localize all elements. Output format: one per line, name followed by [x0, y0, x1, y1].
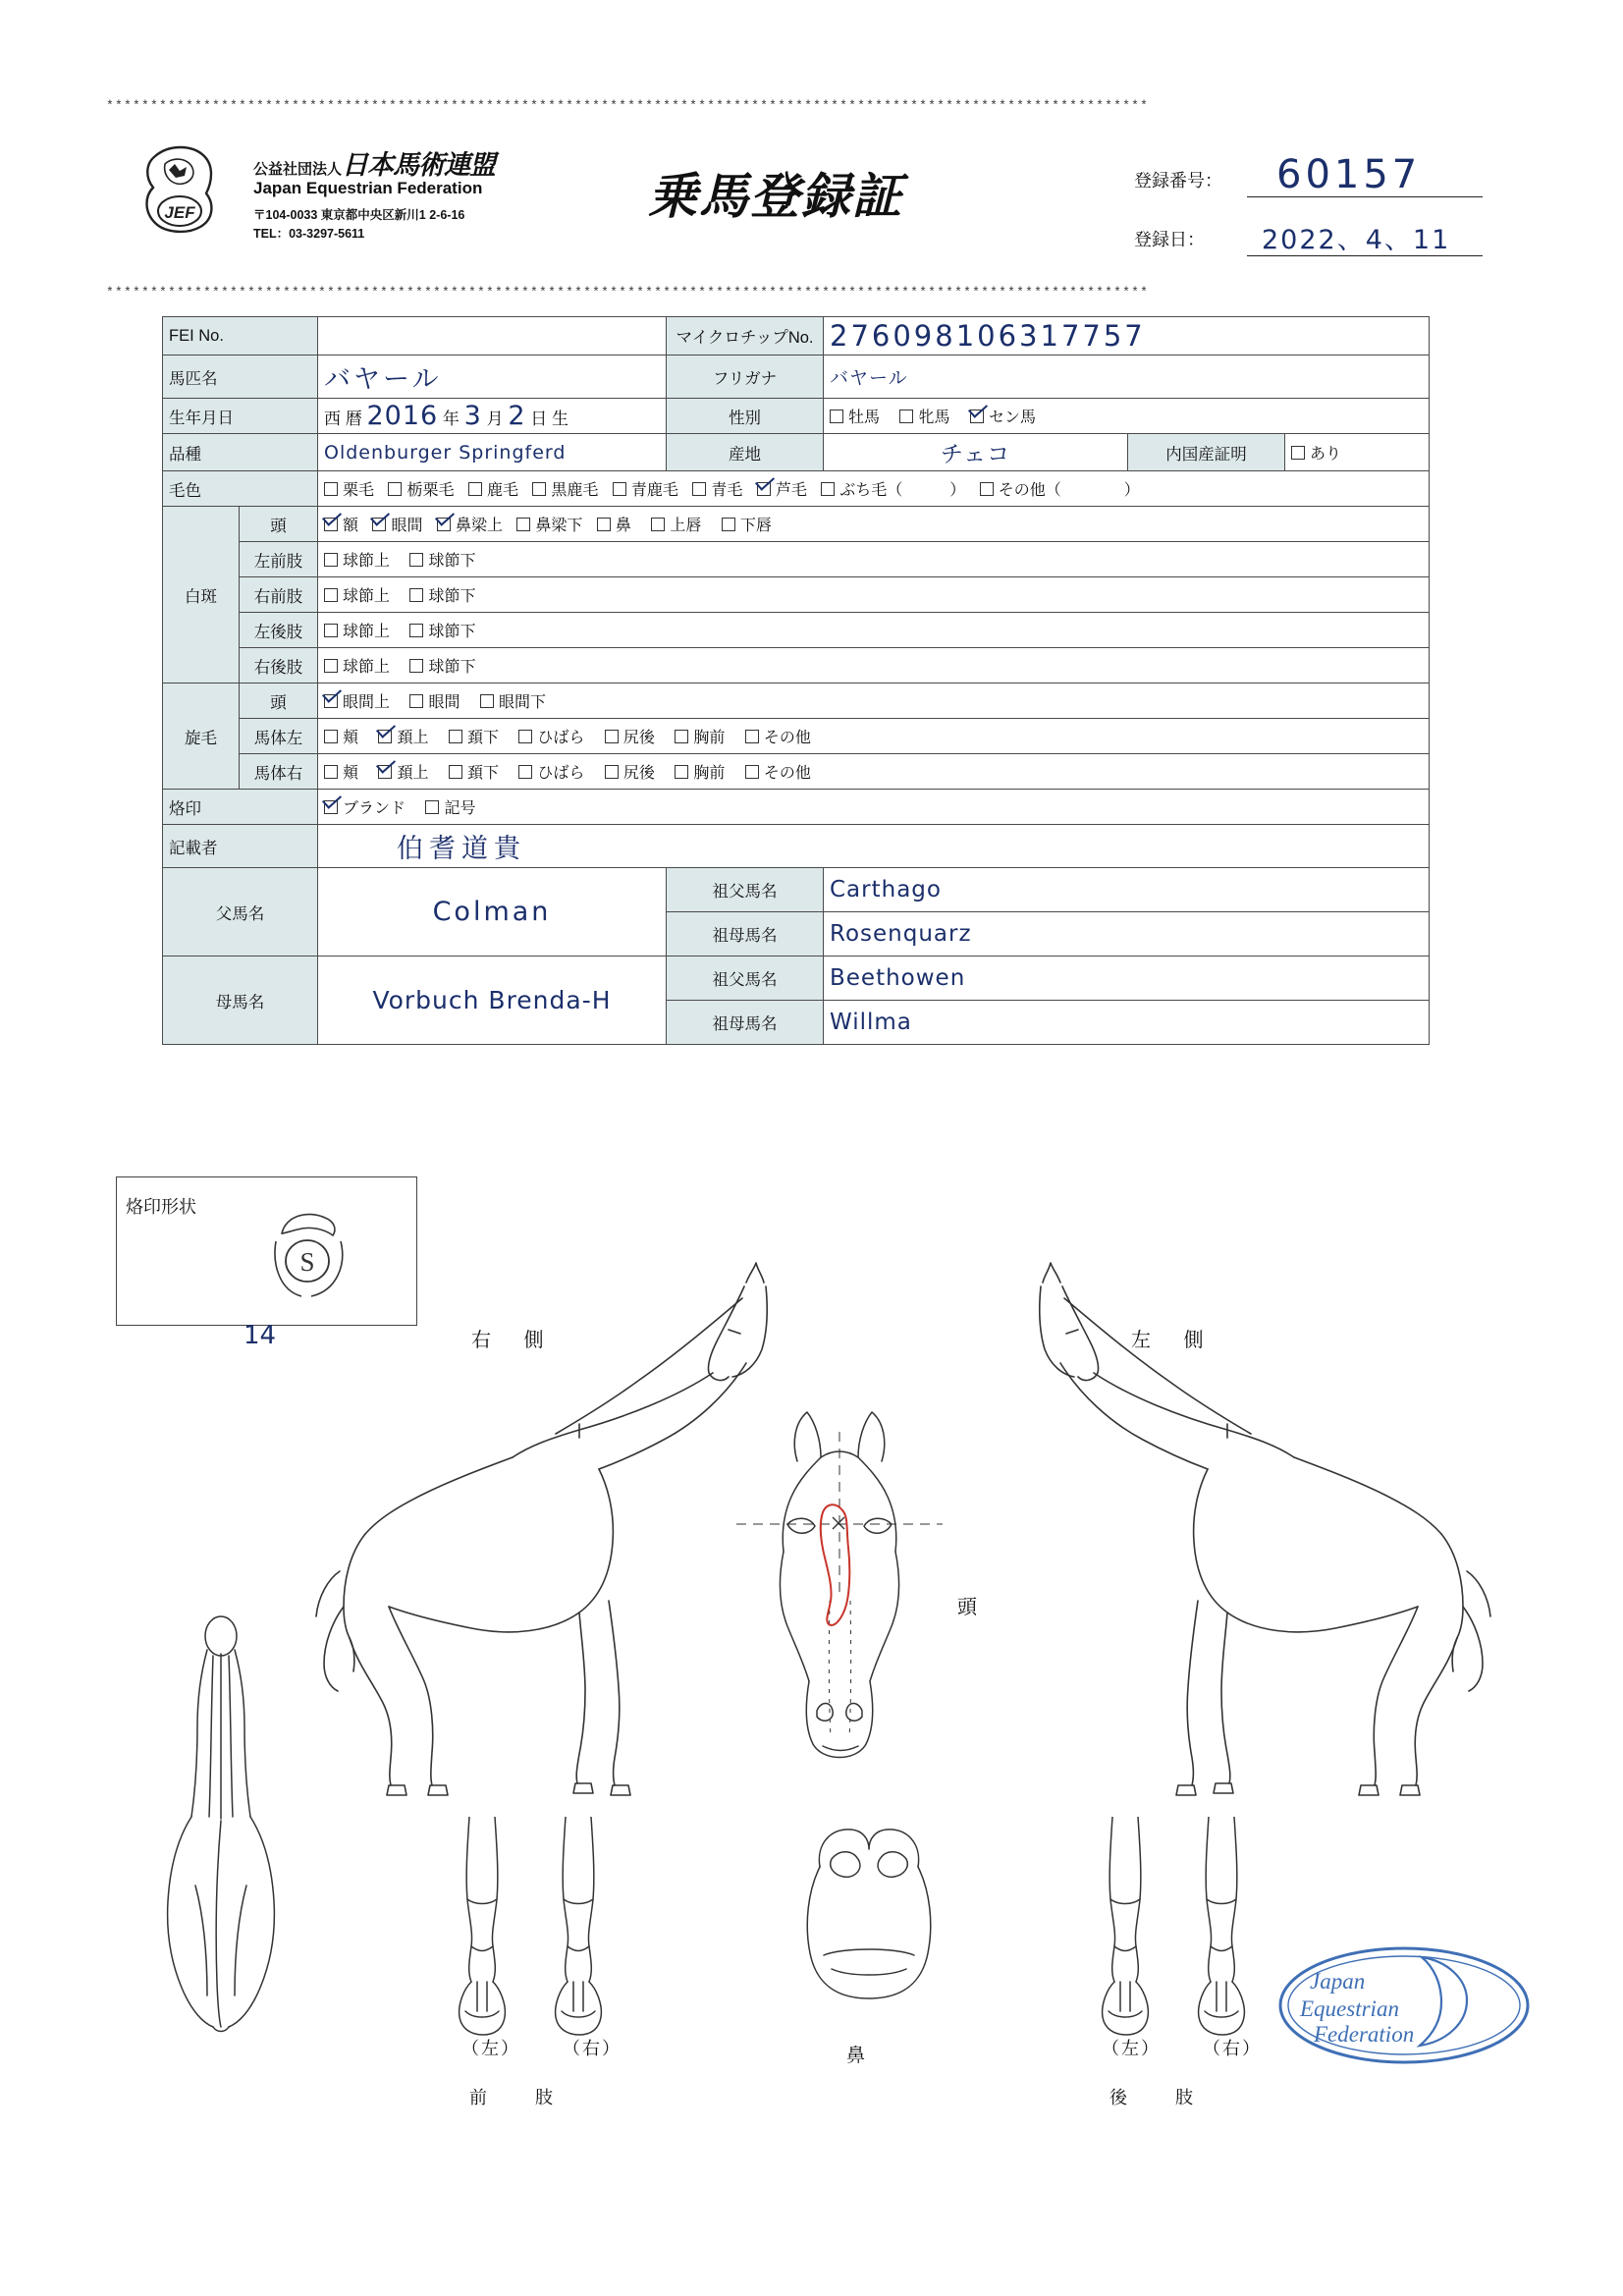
checkbox-coat-4[interactable] — [613, 482, 626, 496]
marking-rf-0-label: 球節上 — [343, 588, 391, 605]
whorl-left-3[interactable] — [518, 725, 584, 747]
breed-value: Oldenburger Springferd — [324, 441, 567, 464]
checkbox-coat-5[interactable] — [692, 482, 706, 496]
breed-value-cell[interactable] — [318, 434, 667, 471]
registration-number-label: 登録番号： — [1134, 171, 1222, 191]
table-row-coat — [163, 471, 1430, 507]
marking-head-3-label: 鼻梁下 — [535, 518, 583, 534]
checkbox-coat-0[interactable] — [324, 482, 338, 496]
marking-lf-0[interactable] — [324, 548, 390, 571]
marking-rf-1-label: 球節下 — [428, 588, 476, 605]
table-row-dam-grandsire — [163, 957, 1430, 1001]
marking-rh-0[interactable] — [324, 654, 390, 677]
coat-option-0-label: 栗毛 — [343, 482, 375, 499]
birth-prefix: 西 暦 — [324, 410, 362, 428]
nose-label: 鼻 — [846, 2046, 866, 2066]
checkbox-marking-lh-1[interactable] — [409, 624, 423, 637]
front-right-label: （右） — [563, 2039, 622, 2058]
brand-shape-number: 14 — [243, 1321, 277, 1350]
checkbox-whorl-right-4[interactable] — [605, 765, 619, 779]
whorl-left-5[interactable] — [675, 725, 725, 747]
checkbox-domestic[interactable] — [1291, 446, 1305, 460]
whorl-left-0-label: 頬 — [343, 730, 359, 746]
checkbox-whorl-left-2[interactable] — [449, 730, 462, 743]
markings-right-fore-options[interactable] — [318, 577, 1430, 613]
coat-option-4[interactable] — [613, 477, 678, 500]
marking-rh-1-label: 球節下 — [428, 659, 476, 676]
table-row-markings-lf — [163, 542, 1430, 577]
dam-grandsire-label: 祖父馬名 — [667, 957, 824, 1001]
origin-label: 産地 — [667, 434, 824, 471]
birth-year: 2016 — [366, 401, 439, 431]
dam-value: Vorbuch Brenda-H — [372, 986, 612, 1014]
markings-part-right-hind: 右後肢 — [240, 648, 318, 683]
checkbox-coat-7[interactable] — [821, 482, 835, 496]
markings-left-fore-options[interactable] — [318, 542, 1430, 577]
whorl-left-0[interactable] — [324, 725, 358, 747]
checkbox-coat-6[interactable] — [757, 482, 771, 496]
horse-name-label: 馬匹名 — [163, 355, 318, 399]
coat-option-8-label: その他（ ） — [998, 482, 1140, 499]
checkbox-marking-head-2[interactable] — [437, 518, 451, 531]
markings-right-hind-options[interactable] — [318, 648, 1430, 683]
checkbox-marking-rh-0[interactable] — [324, 659, 338, 673]
marking-rf-1[interactable] — [409, 583, 475, 606]
brand-option-brand-label: ブランド — [343, 800, 406, 817]
marking-rh-1[interactable] — [409, 654, 475, 677]
jef-logo-icon — [135, 142, 224, 236]
dam-grandsire-value-cell[interactable] — [824, 957, 1430, 1001]
fei-no-value[interactable] — [318, 317, 667, 355]
whorl-left-3-label: ひばら — [537, 730, 585, 746]
whorl-part-head: 頭 — [240, 683, 318, 719]
checkbox-marking-head-6[interactable] — [722, 518, 735, 531]
checkbox-marking-head-3[interactable] — [516, 518, 530, 531]
marking-lh-1-label: 球節下 — [428, 624, 476, 640]
registration-date-label: 登録日： — [1134, 230, 1205, 249]
whorl-right-4-label: 尻後 — [622, 765, 655, 782]
checkbox-whorl-right-5[interactable] — [675, 765, 688, 779]
table-row-brand — [163, 790, 1430, 825]
birth-month: 3 — [463, 401, 482, 431]
sire-value-cell[interactable] — [318, 868, 667, 957]
markings-left-hind-options[interactable] — [318, 613, 1430, 648]
federation-corp-prefix: 公益社団法人 — [253, 161, 343, 178]
coat-option-6[interactable] — [757, 477, 807, 500]
dam-granddam-value: Willma — [830, 1010, 912, 1035]
marking-head-6[interactable] — [722, 513, 772, 535]
whorl-label: 旋毛 — [163, 683, 240, 790]
hind-left-label: （左） — [1102, 2039, 1161, 2058]
checkbox-coat-1[interactable] — [388, 482, 402, 496]
table-row-name — [163, 355, 1430, 399]
coat-option-7[interactable] — [821, 477, 965, 500]
dam-granddam-label: 祖母馬名 — [667, 1001, 824, 1045]
checkbox-whorl-right-6[interactable] — [745, 765, 759, 779]
sire-label: 父馬名 — [163, 868, 318, 957]
whorl-right-2-label: 頚下 — [466, 765, 499, 782]
sire-grandsire-value: Carthago — [830, 877, 942, 902]
coat-option-5-label: 青毛 — [711, 482, 743, 499]
sire-granddam-value: Rosenquarz — [830, 921, 972, 947]
horse-head-front-diagram — [727, 1404, 952, 1797]
marking-head-2-label: 鼻梁上 — [455, 518, 503, 534]
marking-lh-1[interactable] — [409, 619, 475, 641]
whorl-head-2-label: 眼間下 — [498, 694, 546, 711]
whorl-right-5[interactable] — [675, 760, 725, 783]
horse-name-value: バヤール — [324, 364, 442, 395]
whorl-head-0-label: 眼間上 — [343, 694, 391, 711]
table-row-whorl-left — [163, 719, 1430, 754]
whorl-right-3-label: ひばら — [537, 765, 585, 782]
federation-name-jp-main: 日本馬術連盟 — [342, 150, 496, 180]
whorl-part-body-right: 馬体右 — [240, 754, 318, 790]
checkbox-marking-lh-0[interactable] — [324, 624, 338, 637]
checkbox-whorl-head-0[interactable] — [324, 694, 338, 708]
marking-head-0-label: 額 — [343, 518, 359, 534]
whorl-right-4[interactable] — [605, 760, 655, 783]
coat-option-7-label: ぶち毛（ ） — [839, 482, 966, 499]
birthdate-value-cell[interactable] — [318, 399, 667, 434]
coat-color-label: 毛色 — [163, 471, 318, 507]
checkbox-marking-lf-1[interactable] — [409, 553, 423, 567]
coat-option-0[interactable] — [324, 477, 374, 500]
coat-color-options[interactable] — [318, 471, 1430, 507]
sex-option-mare[interactable] — [899, 405, 949, 427]
brand-option-symbol[interactable] — [425, 795, 475, 818]
table-row-markings-head — [163, 507, 1430, 542]
dam-value-cell[interactable] — [318, 957, 667, 1045]
checkbox-whorl-left-3[interactable] — [518, 730, 532, 743]
table-row-whorl-head — [163, 683, 1430, 719]
front-left-label: （左） — [461, 2039, 520, 2058]
whorl-left-4[interactable] — [605, 725, 655, 747]
checkbox-stallion[interactable] — [830, 410, 843, 423]
checkbox-whorl-right-2[interactable] — [449, 765, 462, 779]
whorl-right-3[interactable] — [518, 760, 584, 783]
left-side-label: 左 側 — [1131, 1330, 1217, 1351]
whorl-head-options[interactable] — [318, 683, 1430, 719]
official-stamp — [1274, 1940, 1535, 2072]
registration-number-value: 60157 — [1276, 152, 1422, 197]
sire-grandsire-label: 祖父馬名 — [667, 868, 824, 912]
domestic-cert-label: 内国産証明 — [1128, 434, 1285, 471]
brand-shape-label: 烙印形状 — [126, 1197, 196, 1217]
checkbox-mare[interactable] — [899, 410, 913, 423]
table-row-markings-lh — [163, 613, 1430, 648]
whorl-head-1[interactable] — [409, 689, 460, 712]
sire-granddam-label: 祖母馬名 — [667, 912, 824, 957]
checkbox-marking-head-4[interactable] — [597, 518, 611, 531]
whorl-right-0[interactable] — [324, 760, 358, 783]
whorl-left-5-label: 胸前 — [693, 730, 726, 746]
checkbox-whorl-right-1[interactable] — [378, 765, 392, 779]
coat-option-2[interactable] — [468, 477, 518, 500]
sire-grandsire-value-cell[interactable] — [824, 868, 1430, 912]
right-side-label: 右 側 — [471, 1330, 558, 1351]
whorl-left-4-label: 尻後 — [622, 730, 655, 746]
sex-option-gelding-label: セン馬 — [988, 410, 1036, 426]
marking-head-3[interactable] — [516, 513, 582, 535]
marking-head-6-label: 下唇 — [739, 518, 772, 534]
markings-part-left-fore: 左前肢 — [240, 542, 318, 577]
sex-options[interactable] — [824, 399, 1430, 434]
marking-head-1-label: 眼間 — [391, 518, 423, 534]
horse-left-side-diagram — [1011, 1247, 1522, 1797]
checkbox-marking-rf-0[interactable] — [324, 588, 338, 602]
checkbox-marking-lf-0[interactable] — [324, 553, 338, 567]
coat-option-3[interactable] — [532, 477, 598, 500]
brand-option-brand[interactable] — [324, 795, 406, 818]
horse-name-value-cell[interactable] — [318, 355, 667, 399]
table-row-markings-rh — [163, 648, 1430, 683]
table-row-fei — [163, 317, 1430, 355]
brand-option-symbol-label: 記号 — [444, 800, 476, 817]
coat-option-1[interactable] — [388, 477, 454, 500]
sex-option-gelding[interactable] — [970, 405, 1036, 427]
marking-head-2[interactable] — [437, 513, 503, 535]
coat-option-5[interactable] — [692, 477, 742, 500]
dam-grandsire-value: Beethowen — [830, 965, 966, 991]
microchip-label: マイクロチップNo. — [667, 317, 824, 355]
svg-text:Federation: Federation — [1314, 2022, 1415, 2047]
whorl-right-2[interactable] — [449, 760, 499, 783]
whorl-right-1[interactable] — [378, 760, 428, 783]
federation-address: 〒104-0033 東京都中央区新川1 2-6-16 — [253, 208, 465, 222]
domestic-cert-option[interactable] — [1285, 434, 1430, 471]
recorder-label: 記載者 — [163, 825, 318, 868]
domestic-cert-option-label: あり — [1310, 446, 1342, 463]
brand-label: 烙印 — [163, 790, 318, 825]
table-row-whorl-right — [163, 754, 1430, 790]
registration-date-value: 2022、4、11 — [1262, 225, 1451, 255]
marking-rf-0[interactable] — [324, 583, 390, 606]
checkbox-whorl-left-5[interactable] — [675, 730, 688, 743]
checkbox-marking-head-0[interactable] — [324, 518, 338, 531]
table-row-recorder — [163, 825, 1430, 868]
svg-text:S: S — [299, 1247, 315, 1277]
white-markings-label: 白斑 — [163, 507, 240, 683]
head-label: 頭 — [957, 1597, 977, 1618]
hind-right-label: （右） — [1203, 2039, 1262, 2058]
marking-lf-1[interactable] — [409, 548, 475, 571]
marking-head-1[interactable] — [372, 513, 422, 535]
whorl-left-6-label: その他 — [763, 730, 811, 746]
checkbox-whorl-right-3[interactable] — [518, 765, 532, 779]
federation-name-en: Japan Equestrian Federation — [253, 179, 483, 197]
muzzle-diagram — [781, 1822, 957, 2023]
markings-head-options[interactable] — [318, 507, 1430, 542]
checkbox-whorl-head-2[interactable] — [480, 694, 494, 708]
table-row-sire-grandsire — [163, 868, 1430, 912]
birth-year-unit: 年 — [442, 410, 460, 428]
markings-part-left-hind: 左後肢 — [240, 613, 318, 648]
document-title: 乗馬登録証 — [648, 169, 903, 224]
checkbox-marking-rf-1[interactable] — [409, 588, 423, 602]
checkbox-marking-head-1[interactable] — [372, 518, 386, 531]
birthdate-label: 生年月日 — [163, 399, 318, 434]
coat-option-3-label: 黒鹿毛 — [551, 482, 599, 499]
checkbox-brand[interactable] — [324, 800, 338, 814]
hind-limbs-diagram — [1085, 1817, 1271, 2043]
whorl-right-1-label: 頚上 — [397, 765, 429, 782]
checkbox-gelding[interactable] — [970, 410, 984, 423]
whorl-left-2-label: 頚下 — [466, 730, 499, 746]
checkbox-coat-8[interactable] — [980, 482, 994, 496]
marking-head-4-label: 鼻 — [615, 518, 631, 534]
horse-tail-rear-diagram — [152, 1611, 290, 2062]
marking-lh-0-label: 球節上 — [343, 624, 391, 640]
marking-lf-0-label: 球節上 — [343, 553, 391, 570]
federation-tel: TEL：03-3297-5611 — [253, 227, 365, 241]
brand-options[interactable] — [318, 790, 1430, 825]
whorl-right-6[interactable] — [745, 760, 811, 783]
checkbox-coat-2[interactable] — [468, 482, 482, 496]
whorl-left-1-label: 頚上 — [397, 730, 429, 746]
front-limb-label: 前 肢 — [469, 2088, 575, 2107]
checkbox-whorl-left-0[interactable] — [324, 730, 338, 743]
whorl-left-options[interactable] — [318, 719, 1430, 754]
recorder-value: 伯耆道貴 — [397, 834, 526, 864]
header-rule-bottom: ********************************************************************************************************************** — [106, 285, 1150, 300]
microchip-value: 276098106317757 — [830, 319, 1146, 353]
whorl-left-2[interactable] — [449, 725, 499, 747]
horse-right-side-diagram — [285, 1247, 795, 1797]
svg-text:Japan: Japan — [1310, 1969, 1366, 1994]
checkbox-symbol[interactable] — [425, 800, 439, 814]
whorl-head-0[interactable] — [324, 689, 390, 712]
furigana-value-cell[interactable] — [824, 355, 1430, 399]
header-rule-top: ********************************************************************************************************************** — [106, 98, 1150, 113]
sex-option-stallion[interactable] — [830, 405, 880, 427]
horse-registration-table — [162, 316, 1430, 1045]
checkbox-whorl-left-4[interactable] — [605, 730, 619, 743]
coat-option-6-label: 芦毛 — [775, 482, 807, 499]
breed-label: 品種 — [163, 434, 318, 471]
markings-part-right-fore: 右前肢 — [240, 577, 318, 613]
checkbox-whorl-left-6[interactable] — [745, 730, 759, 743]
marking-lf-1-label: 球節下 — [428, 553, 476, 570]
checkbox-marking-rh-1[interactable] — [409, 659, 423, 673]
marking-head-5-label: 上唇 — [670, 518, 702, 534]
origin-value: チェコ — [940, 442, 1011, 467]
whorl-left-6[interactable] — [745, 725, 811, 747]
sire-value: Colman — [432, 897, 552, 927]
coat-option-4-label: 青鹿毛 — [630, 482, 678, 499]
svg-text:Equestrian: Equestrian — [1300, 1996, 1399, 2021]
dam-granddam-value-cell[interactable] — [824, 1001, 1430, 1045]
checkbox-whorl-head-1[interactable] — [409, 694, 423, 708]
whorl-right-6-label: その他 — [763, 765, 811, 782]
whorl-right-0-label: 頬 — [343, 765, 359, 782]
fei-no-label: FEI No. — [163, 317, 318, 355]
svg-text:JEF: JEF — [164, 203, 195, 222]
table-row-breed — [163, 434, 1430, 471]
coat-option-2-label: 鹿毛 — [486, 482, 518, 499]
origin-value-cell[interactable] — [824, 434, 1128, 471]
birth-day: 2 — [508, 401, 526, 431]
whorl-head-2[interactable] — [480, 689, 546, 712]
dam-label: 母馬名 — [163, 957, 318, 1045]
marking-head-4[interactable] — [597, 513, 631, 535]
marking-head-5[interactable] — [651, 513, 701, 535]
microchip-value-cell[interactable] — [824, 317, 1430, 355]
whorl-part-body-left: 馬体左 — [240, 719, 318, 754]
checkbox-marking-head-5[interactable] — [651, 518, 665, 531]
checkbox-coat-3[interactable] — [532, 482, 546, 496]
birth-month-unit: 月 — [486, 410, 504, 428]
marking-head-0[interactable] — [324, 513, 358, 535]
whorl-right-5-label: 胸前 — [693, 765, 726, 782]
whorl-head-1-label: 眼間 — [428, 694, 460, 711]
whorl-right-options[interactable] — [318, 754, 1430, 790]
sex-option-stallion-label: 牡馬 — [848, 410, 881, 426]
table-row-markings-rf — [163, 577, 1430, 613]
sex-option-mare-label: 牝馬 — [918, 410, 950, 426]
table-row-birth — [163, 399, 1430, 434]
whorl-left-1[interactable] — [378, 725, 428, 747]
hind-limb-label: 後 肢 — [1109, 2088, 1216, 2107]
front-limbs-diagram — [442, 1817, 628, 2043]
furigana-value: バヤール — [830, 367, 908, 389]
checkbox-whorl-left-1[interactable] — [378, 730, 392, 743]
checkbox-whorl-right-0[interactable] — [324, 765, 338, 779]
coat-option-1-label: 栃栗毛 — [406, 482, 455, 499]
marking-lh-0[interactable] — [324, 619, 390, 641]
marking-rh-0-label: 球節上 — [343, 659, 391, 676]
sex-label: 性別 — [667, 399, 824, 434]
coat-option-8[interactable] — [980, 477, 1140, 500]
federation-name-jp — [253, 143, 495, 182]
markings-part-head: 頭 — [240, 507, 318, 542]
birth-day-unit: 日 生 — [530, 410, 568, 428]
recorder-value-cell[interactable] — [318, 825, 1430, 868]
sire-granddam-value-cell[interactable] — [824, 912, 1430, 957]
furigana-label: フリガナ — [667, 355, 824, 399]
